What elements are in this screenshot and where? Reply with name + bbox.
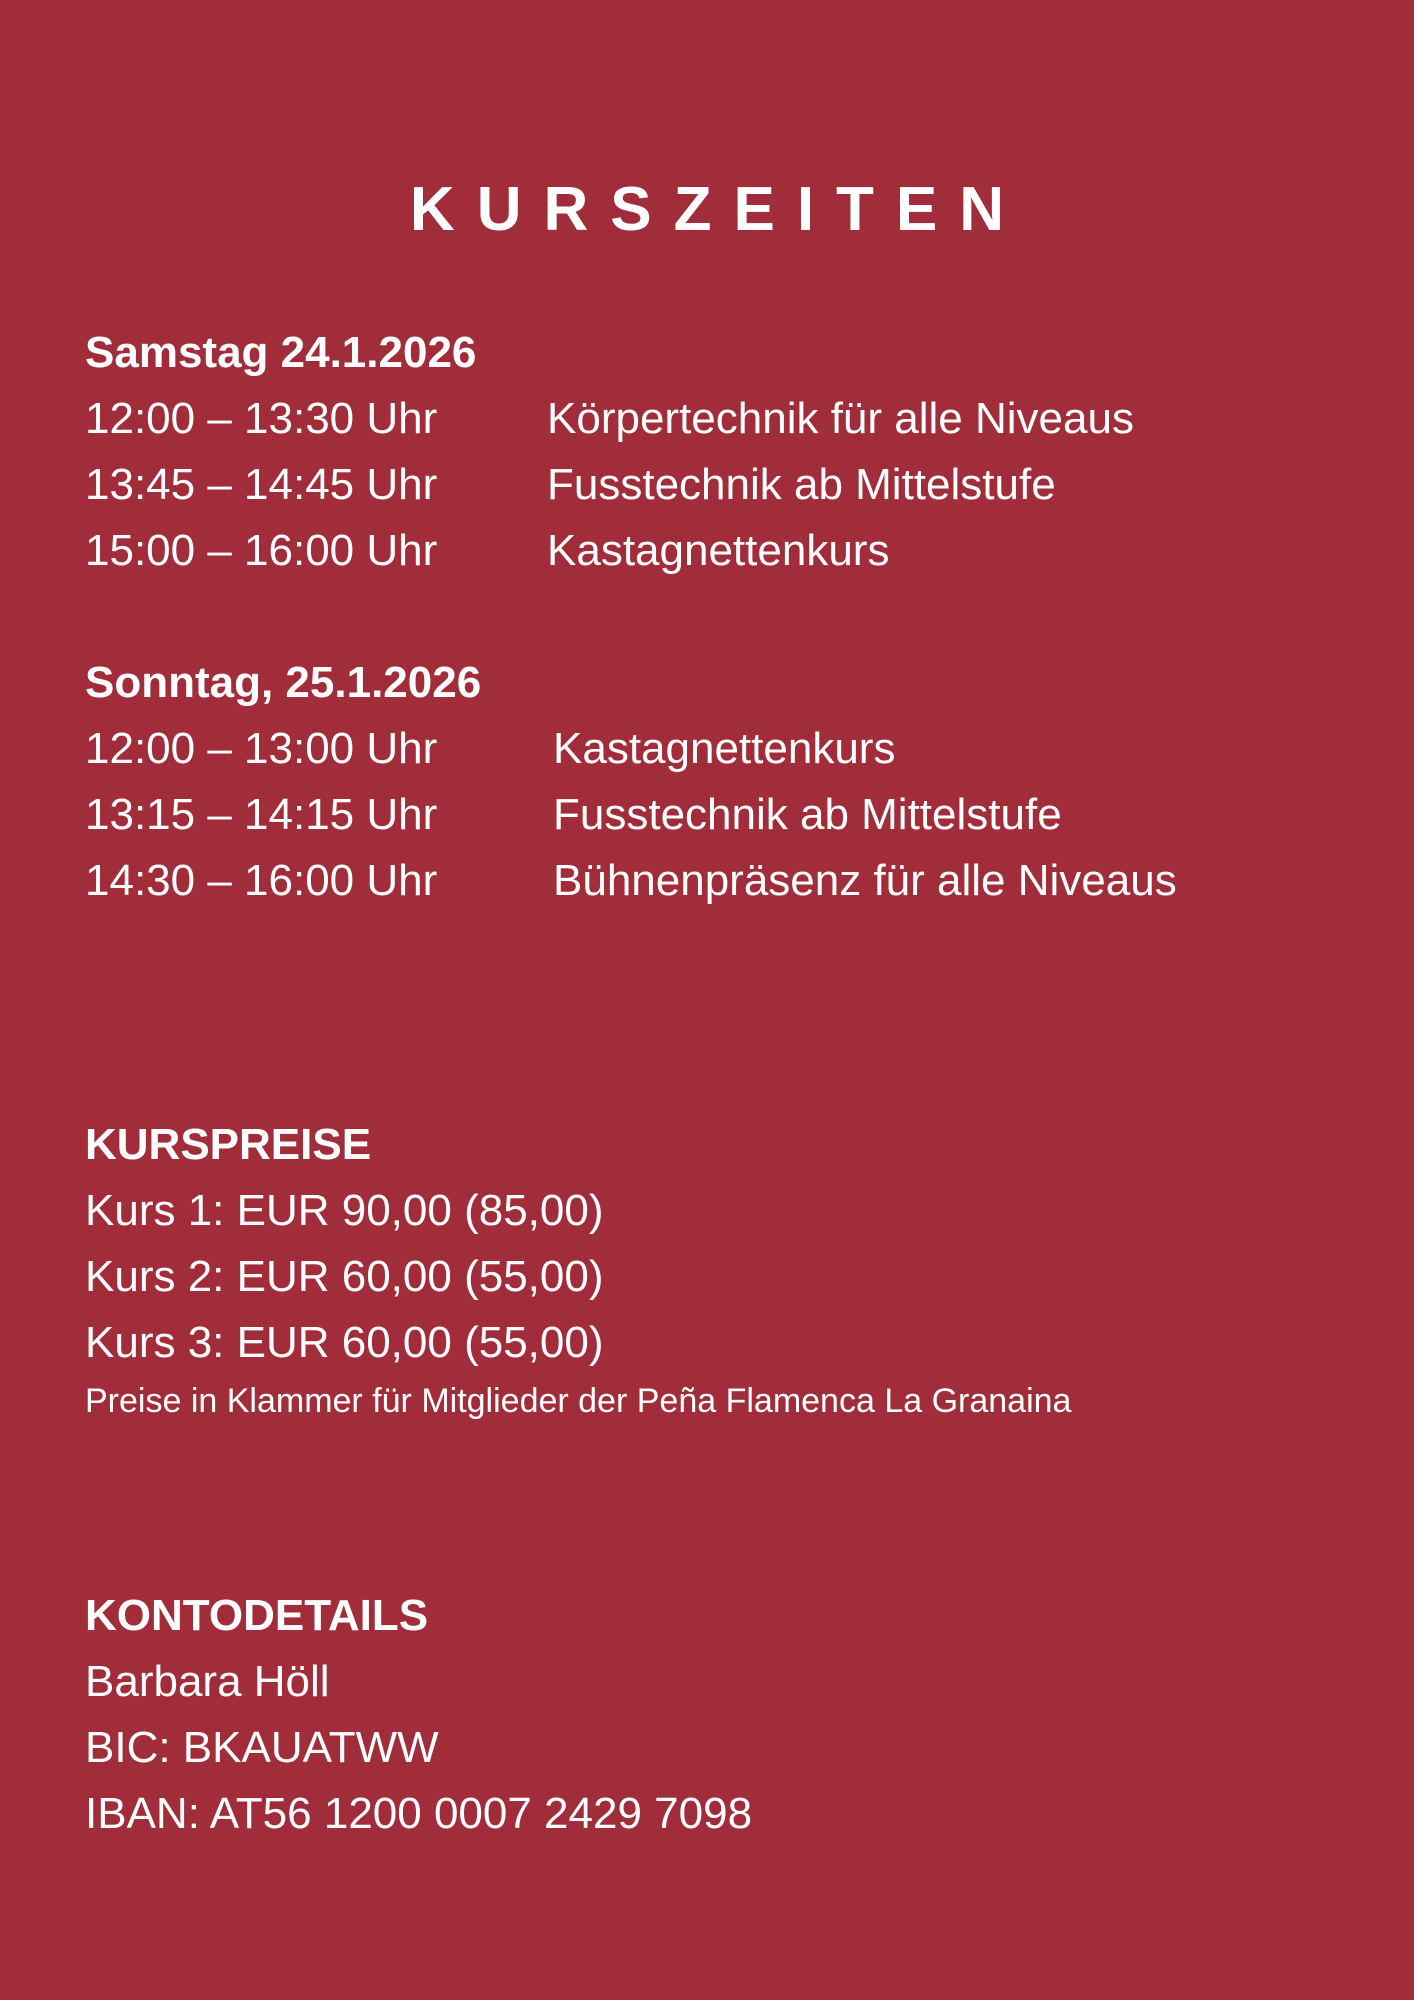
day-heading: Sonntag, 25.1.2026: [85, 658, 482, 707]
prices-section: [85, 1112, 1374, 1426]
session-course: Körpertechnik für alle Niveaus: [547, 394, 1134, 443]
price-item: Kurs 1: EUR 90,00 (85,00): [85, 1186, 604, 1235]
session-course: Fusstechnik ab Mittelstufe: [553, 790, 1062, 839]
session-course: Bühnenpräsenz für alle Niveaus: [553, 856, 1177, 905]
account-heading: KONTODETAILS: [85, 1591, 429, 1640]
session-row: [85, 518, 1374, 584]
saturday-schedule: [85, 320, 1374, 584]
account-bic: BIC: BKAUATWW: [85, 1723, 439, 1772]
session-row: [85, 848, 1374, 914]
session-row: [85, 452, 1374, 518]
price-item: Kurs 3: EUR 60,00 (55,00): [85, 1318, 604, 1367]
session-time: 13:45 – 14:45 Uhr: [85, 460, 438, 509]
prices-heading: KURSPREISE: [85, 1120, 372, 1169]
page-title: KURSZEITEN: [409, 175, 1027, 244]
session-row: [85, 716, 1374, 782]
account-name: Barbara Höll: [85, 1657, 330, 1706]
price-item: Kurs 2: EUR 60,00 (55,00): [85, 1252, 604, 1301]
sunday-schedule: [85, 650, 1374, 914]
session-row: [85, 386, 1374, 452]
session-course: Kastagnettenkurs: [553, 724, 896, 773]
account-iban: IBAN: AT56 1200 0007 2429 7098: [85, 1789, 753, 1838]
session-time: 15:00 – 16:00 Uhr: [85, 526, 438, 575]
session-course: Kastagnettenkurs: [547, 526, 890, 575]
price-note: Preise in Klammer für Mitglieder der Peña Flamenca La Granaina: [85, 1382, 1072, 1420]
session-time: 14:30 – 16:00 Uhr: [85, 856, 438, 905]
account-section: [85, 1583, 1374, 1847]
day-heading: Samstag 24.1.2026: [85, 328, 477, 377]
session-row: [85, 782, 1374, 848]
session-course: Fusstechnik ab Mittelstufe: [547, 460, 1056, 509]
session-time: 12:00 – 13:00 Uhr: [85, 724, 438, 773]
session-time: 13:15 – 14:15 Uhr: [85, 790, 438, 839]
session-time: 12:00 – 13:30 Uhr: [85, 394, 438, 443]
